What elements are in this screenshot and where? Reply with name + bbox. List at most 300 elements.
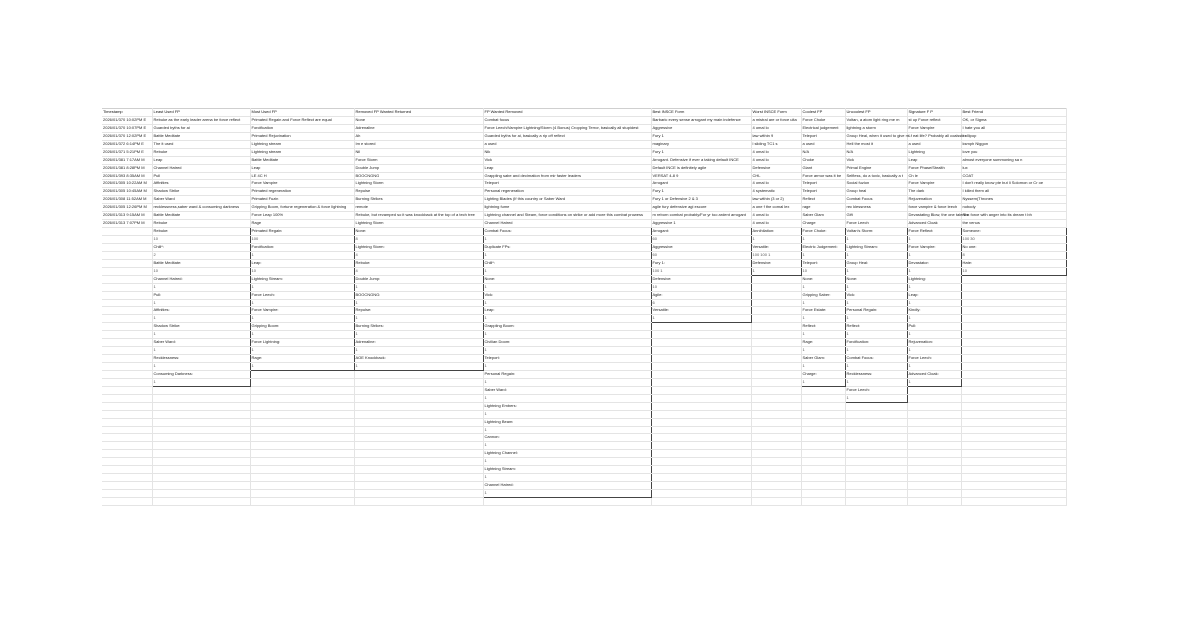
tally-cell[interactable]	[961, 386, 1066, 394]
tally-cell[interactable]: 1	[651, 315, 751, 323]
tally-cell[interactable]: Reflect:	[801, 323, 845, 331]
response-cell[interactable]: force vampire & force leech	[907, 204, 961, 212]
tally-cell[interactable]	[845, 418, 907, 426]
response-cell[interactable]: Electrical judgement	[801, 124, 845, 132]
header-cell[interactable]: Uncoolest FP	[845, 109, 907, 117]
tally-cell[interactable]	[651, 450, 751, 458]
response-cell[interactable]: The it used	[152, 140, 250, 148]
tally-cell[interactable]: 1	[483, 299, 651, 307]
tally-cell[interactable]: Pull:	[907, 323, 961, 331]
response-cell[interactable]: Lightning stream	[250, 148, 354, 156]
tally-cell[interactable]	[907, 466, 961, 474]
response-cell[interactable]: Rebuke as the early leader arena be force reflect	[152, 116, 250, 124]
response-cell[interactable]: Group heal	[845, 188, 907, 196]
tally-cell[interactable]	[102, 283, 152, 291]
tally-cell[interactable]	[907, 394, 961, 402]
tally-cell[interactable]: Channel Hatred:	[152, 275, 250, 283]
tally-cell[interactable]: No one:	[961, 243, 1066, 251]
tally-cell[interactable]	[102, 466, 152, 474]
tally-cell[interactable]	[250, 426, 354, 434]
tally-cell[interactable]	[152, 410, 250, 418]
response-cell[interactable]: 2026/01/372 6:14PM E	[102, 140, 152, 148]
tally-cell[interactable]	[751, 482, 801, 490]
tally-cell[interactable]	[102, 251, 152, 259]
response-cell[interactable]: Force Phase/Stealth	[907, 164, 961, 172]
tally-cell[interactable]	[354, 426, 483, 434]
tally-cell[interactable]	[751, 307, 801, 315]
response-cell[interactable]: I killed them all	[961, 188, 1066, 196]
tally-cell[interactable]	[152, 426, 250, 434]
tally-cell[interactable]: Rage:	[250, 355, 354, 363]
tally-cell[interactable]: Consuming Darkness:	[152, 370, 250, 378]
tally-cell[interactable]: 1	[483, 251, 651, 259]
response-cell[interactable]: Giant	[801, 164, 845, 172]
tally-cell[interactable]	[102, 291, 152, 299]
tally-cell[interactable]: Recklessness:	[152, 355, 250, 363]
tally-cell[interactable]	[751, 426, 801, 434]
tally-cell[interactable]: 1	[483, 458, 651, 466]
response-cell[interactable]: Double Jump	[354, 164, 483, 172]
response-cell[interactable]: Primated regeneration	[250, 188, 354, 196]
tally-cell[interactable]	[961, 434, 1066, 442]
response-cell[interactable]: Teleport	[801, 188, 845, 196]
tally-cell[interactable]	[651, 482, 751, 490]
tally-cell[interactable]: Aggressive:	[651, 243, 751, 251]
response-cell[interactable]: Force Choke	[801, 116, 845, 124]
tally-cell[interactable]: Personal Regain:	[483, 370, 651, 378]
response-cell[interactable]: Pull	[152, 172, 250, 180]
response-cell[interactable]: Fury 1 or Defensive 2 & 3	[651, 196, 751, 204]
response-cell[interactable]: Force armor was it be	[801, 172, 845, 180]
tally-cell[interactable]: Agile:	[651, 291, 751, 299]
tally-cell[interactable]	[845, 442, 907, 450]
response-cell[interactable]: Channel Hatred	[483, 220, 651, 228]
response-cell[interactable]: 2026/01/381 7:17AM M	[102, 156, 152, 164]
tally-cell[interactable]: Leap:	[907, 291, 961, 299]
response-cell[interactable]: Selfless, do a toxic, basically a t	[845, 172, 907, 180]
tally-cell[interactable]: Channel Hatred:	[483, 482, 651, 490]
response-cell[interactable]: Rage	[250, 220, 354, 228]
tally-cell[interactable]	[354, 442, 483, 450]
response-cell[interactable]: Force Storm	[354, 156, 483, 164]
response-cell[interactable]: Teleport	[483, 180, 651, 188]
response-cell[interactable]: Charge	[801, 220, 845, 228]
tally-cell[interactable]: 1	[751, 267, 801, 275]
response-cell[interactable]: Fury 1	[651, 188, 751, 196]
tally-cell[interactable]	[961, 410, 1066, 418]
header-cell[interactable]: Signature F P	[907, 109, 961, 117]
tally-cell[interactable]	[102, 315, 152, 323]
response-cell[interactable]: Saber Glam	[801, 212, 845, 220]
tally-cell[interactable]: 4	[354, 251, 483, 259]
tally-cell[interactable]: Rage:	[801, 339, 845, 347]
tally-cell[interactable]: 10	[152, 267, 250, 275]
tally-cell[interactable]: 1	[907, 283, 961, 291]
tally-cell[interactable]: 1	[483, 331, 651, 339]
tally-cell[interactable]	[354, 434, 483, 442]
header-cell[interactable]: Most Used FP	[250, 109, 354, 117]
header-cell[interactable]: Coolest FP	[801, 109, 845, 117]
empty-cell[interactable]	[845, 497, 907, 505]
response-cell[interactable]: 2026/01/305 10:45AM M	[102, 188, 152, 196]
tally-cell[interactable]	[250, 410, 354, 418]
tally-cell[interactable]: 1	[907, 363, 961, 371]
response-cell[interactable]: Fury 1	[651, 132, 751, 140]
tally-cell[interactable]	[102, 236, 152, 244]
tally-cell[interactable]: Forcification:	[250, 243, 354, 251]
response-cell[interactable]: a used	[483, 140, 651, 148]
response-cell[interactable]: lux	[961, 164, 1066, 172]
tally-cell[interactable]	[354, 386, 483, 394]
response-cell[interactable]: Default INCE is definitely agile	[651, 164, 751, 172]
response-cell[interactable]: Battle Meditate	[152, 212, 250, 220]
tally-cell[interactable]	[751, 418, 801, 426]
tally-cell[interactable]: Fury 1:	[651, 259, 751, 267]
response-cell[interactable]: Affinities	[152, 180, 250, 188]
tally-cell[interactable]	[102, 490, 152, 498]
tally-cell[interactable]	[961, 426, 1066, 434]
tally-cell[interactable]	[651, 490, 751, 498]
tally-cell[interactable]	[250, 474, 354, 482]
response-cell[interactable]: Rebuke	[152, 220, 250, 228]
response-cell[interactable]: Grappling sabe and decimation from mir faster leaders	[483, 172, 651, 180]
tally-cell[interactable]	[751, 442, 801, 450]
tally-cell[interactable]: AOE Knockback:	[354, 355, 483, 363]
response-cell[interactable]: Primal Engine	[845, 164, 907, 172]
tally-cell[interactable]: 1	[801, 299, 845, 307]
tally-cell[interactable]	[751, 299, 801, 307]
tally-cell[interactable]	[250, 466, 354, 474]
tally-cell[interactable]: Saber Glam:	[801, 355, 845, 363]
response-cell[interactable]: ksmph Niggon	[961, 140, 1066, 148]
tally-cell[interactable]: 10	[651, 283, 751, 291]
response-cell[interactable]: lightning fume	[483, 204, 651, 212]
tally-cell[interactable]	[102, 363, 152, 371]
tally-cell[interactable]: 1	[483, 474, 651, 482]
tally-cell[interactable]	[651, 323, 751, 331]
tally-cell[interactable]: 1	[801, 315, 845, 323]
tally-cell[interactable]: Force Leech:	[250, 291, 354, 299]
response-cell[interactable]: Adrenaline	[354, 124, 483, 132]
tally-cell[interactable]	[152, 402, 250, 410]
tally-cell[interactable]	[250, 442, 354, 450]
tally-cell[interactable]	[651, 434, 751, 442]
response-cell[interactable]: Force Vampire	[250, 180, 354, 188]
tally-cell[interactable]	[651, 378, 751, 386]
tally-cell[interactable]	[102, 347, 152, 355]
tally-cell[interactable]: Vick:	[483, 291, 651, 299]
response-cell[interactable]: Lightning Storm	[354, 220, 483, 228]
response-cell[interactable]: Force Leap 100%	[250, 212, 354, 220]
response-cell[interactable]: Barbaric every sense arrogant my main indefence	[651, 116, 751, 124]
tally-cell[interactable]	[751, 315, 801, 323]
response-cell[interactable]: None	[354, 116, 483, 124]
tally-cell[interactable]: Forcification:	[845, 339, 907, 347]
tally-cell[interactable]: 60	[651, 236, 751, 244]
response-cell[interactable]: Sim force with anger into its dream t bh	[961, 212, 1066, 220]
tally-cell[interactable]	[651, 363, 751, 371]
tally-cell[interactable]	[751, 339, 801, 347]
tally-cell[interactable]: 1	[845, 331, 907, 339]
tally-cell[interactable]: 60	[651, 251, 751, 259]
tally-cell[interactable]: 1	[152, 315, 250, 323]
tally-cell[interactable]: Devastator:	[907, 259, 961, 267]
tally-cell[interactable]: Burning Strikes:	[354, 323, 483, 331]
tally-cell[interactable]	[250, 482, 354, 490]
response-cell[interactable]: Lightning channel and Steam, force conditions on strike or add more this combat prowess	[483, 212, 651, 220]
tally-cell[interactable]	[102, 370, 152, 378]
response-cell[interactable]: Choke	[801, 156, 845, 164]
response-cell[interactable]: Force Vampire	[907, 180, 961, 188]
tally-cell[interactable]: 1	[152, 283, 250, 291]
tally-cell[interactable]	[152, 434, 250, 442]
tally-cell[interactable]	[907, 474, 961, 482]
tally-cell[interactable]	[354, 474, 483, 482]
tally-cell[interactable]: Reflect:	[845, 323, 907, 331]
tally-cell[interactable]	[801, 386, 845, 394]
header-cell[interactable]: FP Wanted Removed	[483, 109, 651, 117]
response-cell[interactable]: Force Leech	[845, 220, 907, 228]
tally-cell[interactable]	[102, 402, 152, 410]
response-cell[interactable]: Rebuke	[152, 148, 250, 156]
tally-cell[interactable]: 1	[907, 315, 961, 323]
response-cell[interactable]: Teleport	[801, 180, 845, 188]
tally-cell[interactable]: Kindly:	[907, 307, 961, 315]
tally-cell[interactable]	[102, 394, 152, 402]
tally-cell[interactable]	[651, 442, 751, 450]
response-cell[interactable]: lightning a storm	[845, 124, 907, 132]
tally-cell[interactable]	[651, 410, 751, 418]
tally-cell[interactable]	[751, 474, 801, 482]
tally-cell[interactable]: 1	[483, 363, 651, 371]
tally-cell[interactable]: Adrenaline:	[354, 339, 483, 347]
tally-cell[interactable]	[250, 450, 354, 458]
tally-cell[interactable]	[907, 402, 961, 410]
tally-cell[interactable]: Voltan's Storm:	[845, 228, 907, 236]
tally-cell[interactable]	[651, 458, 751, 466]
tally-cell[interactable]	[250, 434, 354, 442]
response-cell[interactable]: Devastating Blow, the one talent c	[907, 212, 961, 220]
header-cell[interactable]: Timestamp	[102, 109, 152, 117]
tally-cell[interactable]: None:	[845, 275, 907, 283]
response-cell[interactable]: Guarded byths for ai, basically a rip off reflect	[483, 132, 651, 140]
response-cell[interactable]: a mistral are or force ulta	[751, 116, 801, 124]
tally-cell[interactable]	[651, 339, 751, 347]
tally-cell[interactable]	[102, 434, 152, 442]
tally-cell[interactable]: 1	[250, 251, 354, 259]
tally-cell[interactable]	[102, 275, 152, 283]
tally-cell[interactable]: 100 100 1	[751, 251, 801, 259]
response-cell[interactable]: 2026/01/393 8:35AM M	[102, 172, 152, 180]
tally-cell[interactable]: 1	[907, 331, 961, 339]
tally-cell[interactable]	[152, 490, 250, 498]
tally-cell[interactable]: BOOCNGNG:	[354, 291, 483, 299]
tally-cell[interactable]: Defensive:	[751, 259, 801, 267]
response-cell[interactable]: Battle Meditate	[152, 132, 250, 140]
response-cell[interactable]: Personal regeneration	[483, 188, 651, 196]
tally-cell[interactable]	[907, 386, 961, 394]
tally-cell[interactable]: 1	[845, 378, 907, 386]
tally-cell[interactable]: Versatile:	[651, 307, 751, 315]
tally-cell[interactable]	[801, 466, 845, 474]
tally-cell[interactable]: 1	[907, 251, 961, 259]
tally-cell[interactable]: 1	[250, 283, 354, 291]
response-cell[interactable]: Forcification	[250, 124, 354, 132]
tally-cell[interactable]	[751, 386, 801, 394]
tally-cell[interactable]	[845, 490, 907, 498]
response-cell[interactable]: m reborn combat probably/For yr too ardent arrogant	[651, 212, 751, 220]
tally-cell[interactable]	[102, 243, 152, 251]
tally-cell[interactable]: 1	[801, 347, 845, 355]
tally-cell[interactable]: Leap:	[250, 259, 354, 267]
tally-cell[interactable]: 1	[152, 331, 250, 339]
tally-cell[interactable]: Double Jump:	[354, 275, 483, 283]
tally-cell[interactable]	[250, 458, 354, 466]
response-cell[interactable]: Lightning	[907, 148, 961, 156]
tally-cell[interactable]: Battle Meditate:	[152, 259, 250, 267]
response-cell[interactable]: 4 omal lo	[751, 156, 801, 164]
response-cell[interactable]: 4 omal lo	[751, 220, 801, 228]
tally-cell[interactable]: Vick:	[845, 291, 907, 299]
tally-cell[interactable]: Grappling Boom:	[483, 323, 651, 331]
empty-cell[interactable]	[250, 497, 354, 505]
tally-cell[interactable]: 1	[801, 236, 845, 244]
tally-cell[interactable]	[102, 228, 152, 236]
tally-cell[interactable]: Lightning Storm:	[354, 243, 483, 251]
tally-cell[interactable]: Shadow Strike:	[152, 323, 250, 331]
tally-cell[interactable]	[152, 458, 250, 466]
tally-cell[interactable]	[801, 394, 845, 402]
tally-cell[interactable]	[845, 434, 907, 442]
tally-cell[interactable]: 1	[483, 490, 651, 498]
tally-cell[interactable]: 1	[250, 299, 354, 307]
tally-cell[interactable]	[354, 394, 483, 402]
tally-cell[interactable]: Force Leech:	[845, 386, 907, 394]
response-cell[interactable]: Repulse	[354, 188, 483, 196]
header-cell[interactable]: Best Friend	[961, 109, 1066, 117]
tally-cell[interactable]: 1	[907, 347, 961, 355]
tally-cell[interactable]: 10	[961, 267, 1066, 275]
response-cell[interactable]: 4 omal lo	[751, 212, 801, 220]
response-cell[interactable]: Force Vampire	[907, 124, 961, 132]
empty-cell[interactable]	[102, 497, 152, 505]
tally-cell[interactable]	[801, 410, 845, 418]
tally-cell[interactable]: Lightning Channel:	[483, 450, 651, 458]
tally-cell[interactable]	[801, 418, 845, 426]
tally-cell[interactable]	[751, 490, 801, 498]
tally-cell[interactable]: Lightning Embers:	[483, 402, 651, 410]
response-cell[interactable]: Vick	[845, 156, 907, 164]
tally-cell[interactable]	[961, 490, 1066, 498]
tally-cell[interactable]: Defensive:	[651, 275, 751, 283]
response-cell[interactable]: Force Leech/Vampire Lightning/Storm (4 Bonus) Cropping Terror, basically all stupidest	[483, 124, 651, 132]
tally-cell[interactable]	[102, 418, 152, 426]
response-cell[interactable]: I don't really know pte but li Solomon or Cr oe	[961, 180, 1066, 188]
response-cell[interactable]: Reflect	[801, 196, 845, 204]
tally-cell[interactable]	[961, 363, 1066, 371]
tally-cell[interactable]: 1	[483, 410, 651, 418]
response-cell[interactable]: 2026/01/305 12:26PM M	[102, 204, 152, 212]
response-cell[interactable]: Primated Fuzin	[250, 196, 354, 204]
tally-cell[interactable]	[751, 347, 801, 355]
tally-cell[interactable]	[102, 426, 152, 434]
tally-cell[interactable]	[250, 490, 354, 498]
tally-cell[interactable]: 1	[801, 283, 845, 291]
tally-cell[interactable]	[751, 402, 801, 410]
tally-cell[interactable]: 100 1	[651, 267, 751, 275]
tally-cell[interactable]: Teleport:	[483, 355, 651, 363]
response-cell[interactable]: rage	[801, 204, 845, 212]
tally-cell[interactable]: 1	[354, 283, 483, 291]
response-cell[interactable]: nobody	[961, 204, 1066, 212]
response-cell[interactable]: Im e stored	[354, 140, 483, 148]
tally-cell[interactable]	[961, 299, 1066, 307]
empty-cell[interactable]	[152, 497, 250, 505]
tally-cell[interactable]	[250, 394, 354, 402]
response-cell[interactable]: 2026/01/370 10:07PM E	[102, 124, 152, 132]
tally-cell[interactable]: Civilian Doom:	[483, 339, 651, 347]
tally-cell[interactable]	[751, 458, 801, 466]
tally-cell[interactable]	[102, 482, 152, 490]
tally-cell[interactable]	[152, 474, 250, 482]
tally-cell[interactable]: Rejuvenation:	[907, 339, 961, 347]
tally-cell[interactable]: 100	[250, 236, 354, 244]
tally-cell[interactable]	[651, 370, 751, 378]
tally-cell[interactable]	[801, 402, 845, 410]
tally-cell[interactable]	[845, 410, 907, 418]
tally-cell[interactable]: Force Vampire:	[250, 307, 354, 315]
tally-cell[interactable]	[651, 474, 751, 482]
response-cell[interactable]: agile fury defensive agi escore	[651, 204, 751, 212]
tally-cell[interactable]: 1	[250, 331, 354, 339]
response-cell[interactable]: rec klessness	[845, 204, 907, 212]
response-cell[interactable]: Nil	[354, 148, 483, 156]
tally-cell[interactable]: Force Reflect:	[907, 228, 961, 236]
tally-cell[interactable]: Primated Regain:	[250, 228, 354, 236]
response-cell[interactable]: Nik	[483, 148, 651, 156]
response-cell[interactable]: CHL	[751, 172, 801, 180]
tally-cell[interactable]: 1	[801, 363, 845, 371]
tally-cell[interactable]: Lightning Stream:	[483, 466, 651, 474]
tally-cell[interactable]	[801, 450, 845, 458]
tally-cell[interactable]: 1	[483, 394, 651, 402]
tally-cell[interactable]: Advanced Cloak:	[907, 370, 961, 378]
response-cell[interactable]: Vick	[483, 156, 651, 164]
tally-cell[interactable]	[354, 370, 483, 378]
tally-cell[interactable]	[961, 275, 1066, 283]
tally-cell[interactable]	[845, 426, 907, 434]
tally-cell[interactable]: 1	[483, 236, 651, 244]
empty-cell[interactable]	[354, 497, 483, 505]
response-cell[interactable]: Guarded byths for ai	[152, 124, 250, 132]
tally-cell[interactable]	[961, 347, 1066, 355]
tally-cell[interactable]	[651, 386, 751, 394]
response-cell[interactable]: Lightning stream	[250, 140, 354, 148]
tally-cell[interactable]: Lightning Beam:	[483, 418, 651, 426]
tally-cell[interactable]: Rebuke:	[354, 259, 483, 267]
response-cell[interactable]: Primated Regain and Force Reflect are equal	[250, 116, 354, 124]
tally-cell[interactable]: None:	[483, 275, 651, 283]
tally-cell[interactable]	[961, 370, 1066, 378]
tally-cell[interactable]: Repulse:	[354, 307, 483, 315]
tally-cell[interactable]	[102, 410, 152, 418]
tally-cell[interactable]	[845, 466, 907, 474]
tally-cell[interactable]	[907, 490, 961, 498]
tally-cell[interactable]: Rebuke:	[152, 228, 250, 236]
tally-cell[interactable]	[907, 434, 961, 442]
tally-cell[interactable]: Lightning Stream:	[845, 243, 907, 251]
tally-cell[interactable]: 1	[483, 426, 651, 434]
